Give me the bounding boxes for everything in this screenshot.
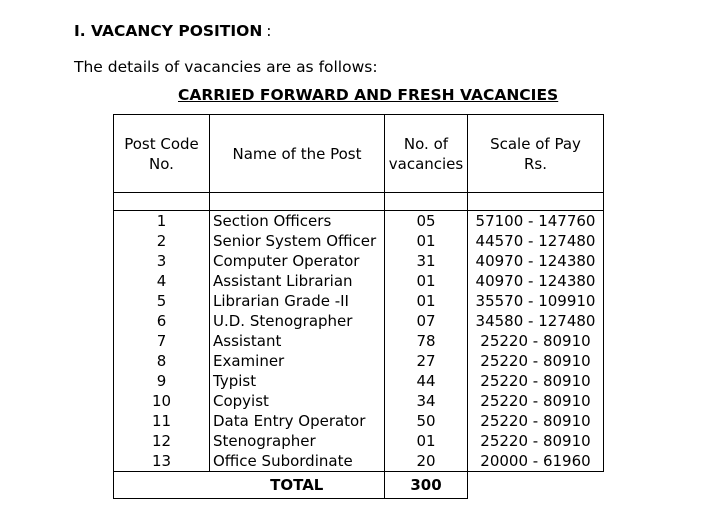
table-row (114, 271, 604, 291)
pay-scale-cell: 20000 - 61960 (468, 451, 604, 472)
header-vacancies-line2: vacancies (388, 154, 464, 173)
table-row (114, 411, 604, 431)
header-post-code-line1: Post Code (124, 134, 199, 153)
pay-scale-cell: 44570 - 127480 (468, 231, 604, 251)
post-name-cell: Computer Operator (210, 251, 385, 271)
pay-scale-cell: 25220 - 80910 (468, 371, 604, 391)
header-post-code (114, 115, 210, 193)
pay-scale-cell: 25220 - 80910 (468, 391, 604, 411)
vacancy-rows (114, 211, 604, 472)
header-vacancies (385, 115, 468, 193)
section-heading-text: I. VACANCY POSITION (74, 22, 263, 40)
post-name-cell: Stenographer (210, 431, 385, 451)
table-row (114, 451, 604, 472)
post-code-cell: 1 (114, 211, 210, 232)
header-name (210, 115, 385, 193)
post-code-cell: 4 (114, 271, 210, 291)
intro-text: The details of vacancies are as follows: (74, 58, 378, 76)
vacancies-cell: 05 (385, 211, 468, 232)
post-code-cell: 9 (114, 371, 210, 391)
vacancies-cell: 50 (385, 411, 468, 431)
table-row (114, 371, 604, 391)
total-value: 300 (385, 472, 468, 499)
vacancy-table (113, 114, 604, 499)
table-row (114, 291, 604, 311)
vacancies-cell: 27 (385, 351, 468, 371)
vacancies-cell: 01 (385, 271, 468, 291)
table-row (114, 231, 604, 251)
vacancies-cell: 31 (385, 251, 468, 271)
pay-scale-cell: 25220 - 80910 (468, 431, 604, 451)
post-code-cell: 11 (114, 411, 210, 431)
total-row (114, 472, 604, 499)
post-name-cell: Assistant Librarian (210, 271, 385, 291)
post-name-cell: U.D. Stenographer (210, 311, 385, 331)
post-code-cell: 6 (114, 311, 210, 331)
post-name-cell: Copyist (210, 391, 385, 411)
table-row (114, 331, 604, 351)
header-pay (468, 115, 604, 193)
post-code-cell: 10 (114, 391, 210, 411)
header-post-code-line2: No. (149, 154, 174, 173)
table-title: CARRIED FORWARD AND FRESH VACANCIES (178, 86, 559, 104)
pay-scale-cell: 34580 - 127480 (468, 311, 604, 331)
header-name-text: Name of the Post (232, 144, 362, 163)
post-name-cell: Section Officers (210, 211, 385, 232)
vacancies-cell: 01 (385, 431, 468, 451)
post-name-cell: Assistant (210, 331, 385, 351)
vacancies-cell: 78 (385, 331, 468, 351)
post-name-cell: Typist (210, 371, 385, 391)
post-name-cell: Office Subordinate (210, 451, 385, 472)
post-code-cell: 13 (114, 451, 210, 472)
spacer-row (114, 193, 604, 211)
pay-scale-cell: 25220 - 80910 (468, 351, 604, 371)
post-code-cell: 3 (114, 251, 210, 271)
post-name-cell: Examiner (210, 351, 385, 371)
vacancies-cell: 01 (385, 291, 468, 311)
pay-scale-cell: 35570 - 109910 (468, 291, 604, 311)
section-heading-colon: : (266, 22, 272, 40)
vacancies-cell: 07 (385, 311, 468, 331)
post-name-cell: Librarian Grade -II (210, 291, 385, 311)
header-pay-line1: Scale of Pay (490, 134, 581, 153)
pay-scale-cell: 25220 - 80910 (468, 331, 604, 351)
post-code-cell: 12 (114, 431, 210, 451)
vacancies-cell: 20 (385, 451, 468, 472)
post-code-cell: 2 (114, 231, 210, 251)
table-row (114, 251, 604, 271)
pay-scale-cell: 25220 - 80910 (468, 411, 604, 431)
table-row (114, 431, 604, 451)
vacancies-cell: 01 (385, 231, 468, 251)
table-row (114, 391, 604, 411)
table-row (114, 211, 604, 232)
post-name-cell: Data Entry Operator (210, 411, 385, 431)
header-vacancies-line1: No. of (403, 134, 449, 153)
section-heading (74, 22, 272, 40)
pay-scale-cell: 40970 - 124380 (468, 251, 604, 271)
header-pay-line2: Rs. (523, 154, 547, 173)
post-code-cell: 7 (114, 331, 210, 351)
vacancies-cell: 34 (385, 391, 468, 411)
table-row (114, 351, 604, 371)
table-row (114, 311, 604, 331)
post-name-cell: Senior System Officer (210, 231, 385, 251)
post-code-cell: 8 (114, 351, 210, 371)
pay-scale-cell: 40970 - 124380 (468, 271, 604, 291)
total-label: TOTAL (210, 472, 385, 499)
pay-scale-cell: 57100 - 147760 (468, 211, 604, 232)
table-header-row (114, 115, 604, 193)
vacancies-cell: 44 (385, 371, 468, 391)
post-code-cell: 5 (114, 291, 210, 311)
